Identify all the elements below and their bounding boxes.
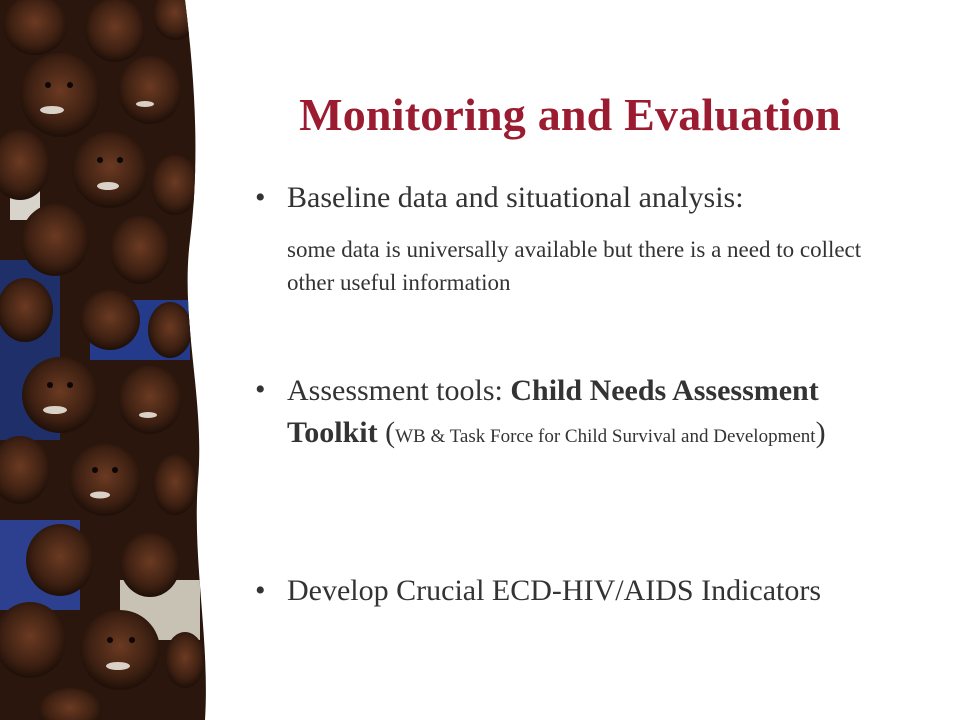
bullet-baseline-data [255,178,905,218]
slide-title: Monitoring and Evaluation [299,89,841,140]
crowd-of-children-photo [0,0,215,720]
paren-open: ( [377,416,396,449]
toolkit-name: Child Needs Assessment Toolkit [287,374,819,449]
bullet-glyph: • [255,373,266,406]
bullet-glyph: • [255,181,266,214]
toolkit-source: WB & Task Force for Child Survival and Development [395,426,816,447]
bullet-baseline-subtext: some data is universally available but there is a need to collect other useful information [287,237,862,295]
bullet-assessment-tools [255,370,905,458]
paren-close: ) [815,416,826,449]
bullet-text: Develop Crucial ECD-HIV/AIDS Indicators [287,574,822,607]
bullet-indicators [255,571,905,611]
bullet-prefix: Assessment tools: [287,374,511,407]
bullet-glyph: • [255,574,266,607]
bullet-text: Baseline data and situational analysis: [287,181,744,214]
